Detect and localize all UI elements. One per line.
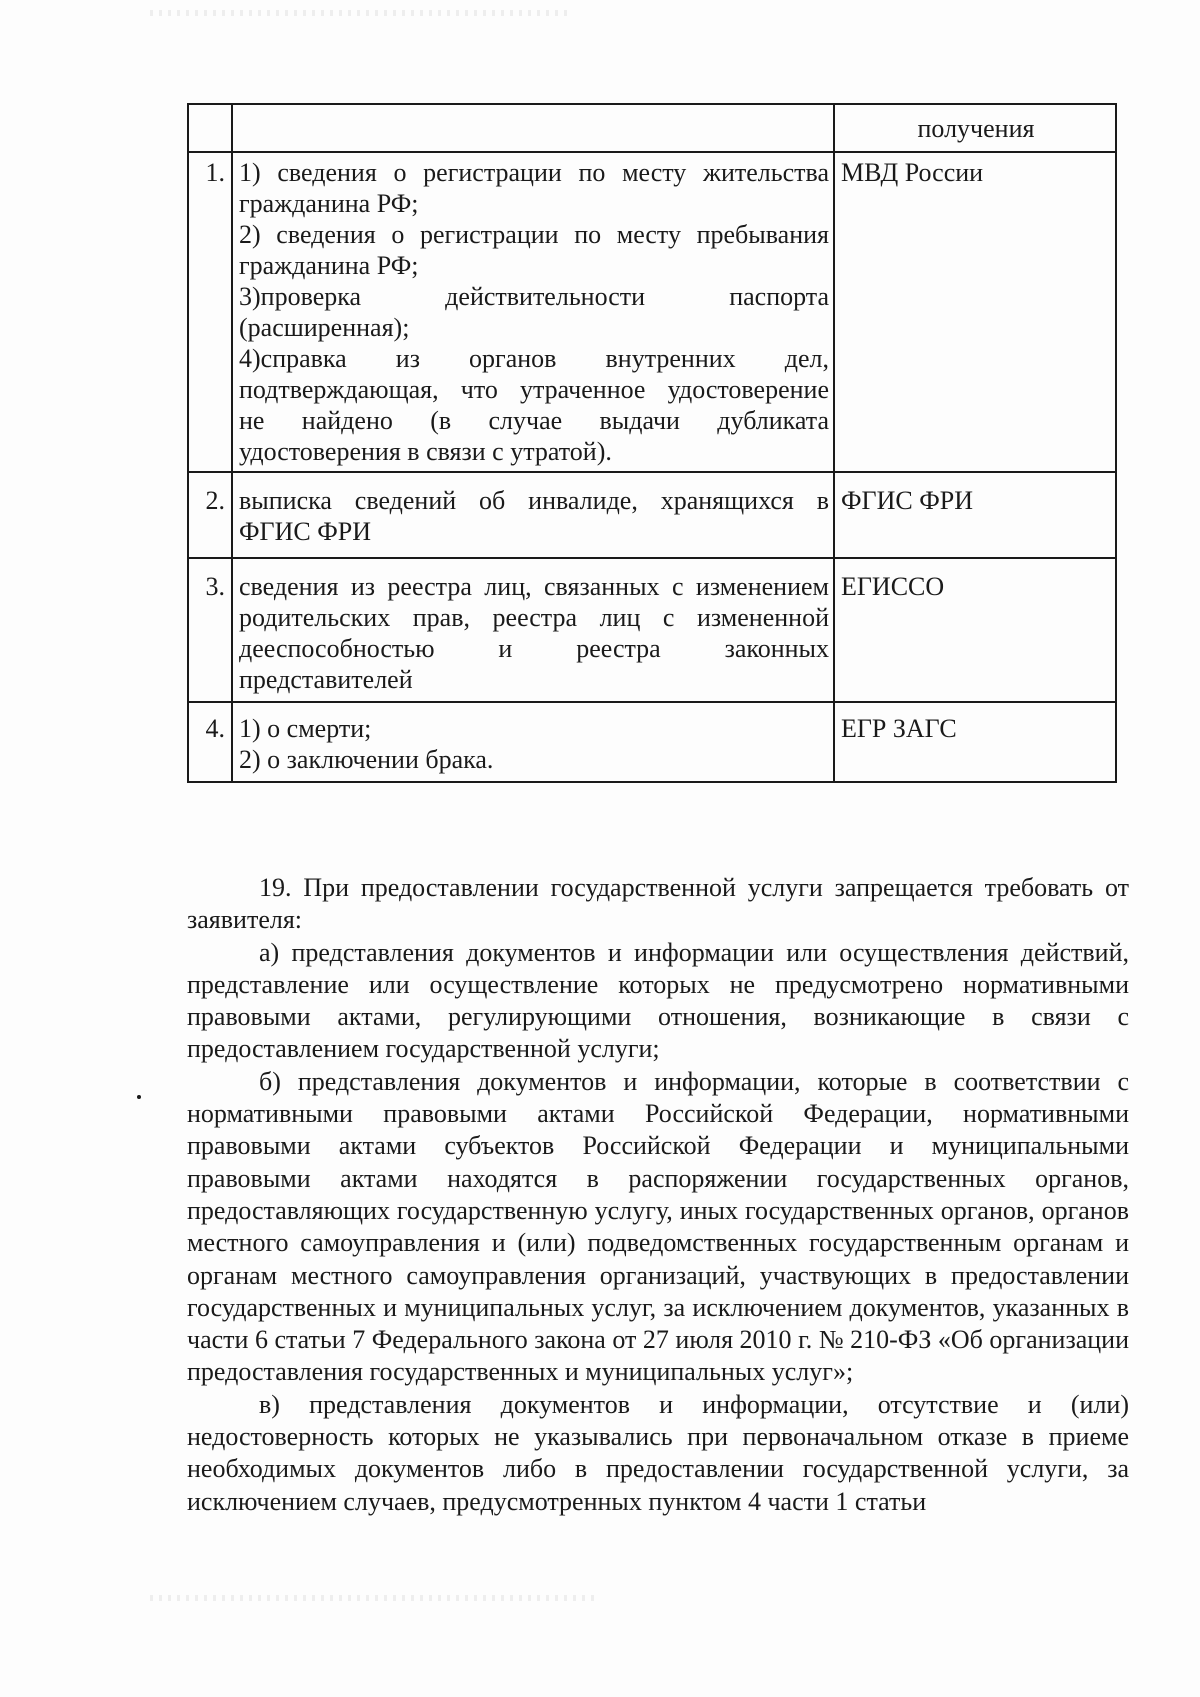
row-content: [232, 152, 834, 472]
content-line: 3)проверка действительности паспорта: [239, 282, 829, 311]
row-number: 4.: [188, 702, 232, 782]
content-line: дееспособностью и реестра законных: [239, 634, 829, 663]
header-source-label: получения: [917, 113, 1035, 143]
content-line: 4)справка из органов внутренних дел,: [239, 344, 829, 373]
content-line: гражданина РФ;: [239, 189, 419, 218]
content-line: удостоверения в связи с утратой).: [239, 437, 612, 466]
row-source: ЕГИССО: [834, 558, 1116, 702]
content-line: ФГИС ФРИ: [239, 517, 371, 546]
table-header-row: [188, 104, 1116, 152]
row-content: [232, 472, 834, 558]
row-number: 1.: [188, 152, 232, 472]
table-row: [188, 472, 1116, 558]
content-line: не найдено (в случае выдачи дубликата: [239, 406, 829, 435]
table-row: [188, 558, 1116, 702]
paragraph-b: б) представления документов и информации, которые в соответствии с нормативными правовыми актами Российской Федерации, нормативными правовыми актами субъектов Российской Федерации и муниципальными правовыми актами находятся в распоряжении государственных органов, предоставляющих государственную услугу, иных государственных органов, органов местного самоуправления и (или) подведомственных государственным органам и органам местного самоуправления организаций, участвующих в предоставлении государственных и муниципальных услуг, за исключением документов, указанных в части 6 статьи 7 Федерального закона от 27 июля 2010 г. № 210-ФЗ «Об организации предоставления государственных и муниципальных услуг»;: [187, 1066, 1129, 1387]
row-content: [232, 558, 834, 702]
content-line: сведения из реестра лиц, связанных с изменением: [239, 572, 829, 601]
content-line: 2) сведения о регистрации по месту пребывания: [239, 220, 829, 249]
row-number: 2.: [188, 472, 232, 558]
row-number: 3.: [188, 558, 232, 702]
paragraph-a: а) представления документов и информации или осуществления действий, представление или осуществление которых не предусмотрено нормативными правовыми актами, регулирующими отношения, возникающие в связи с предоставлением государственной услуги;: [187, 937, 1129, 1064]
content-line: выписка сведений об инвалиде, хранящихся в: [239, 486, 829, 515]
content-line: (расширенная);: [239, 313, 410, 342]
content-line: 1) о смерти;: [239, 714, 372, 743]
paragraph-v: в) представления документов и информации, отсутствие и (или) недостоверность которых не указывались при первоначальном отказе в приеме необходимых документов либо в предоставлении государственной услуги, за исключением случаев, предусмотренных пунктом 4 части 1 статьи: [187, 1389, 1129, 1516]
table-row: [188, 702, 1116, 782]
content-line: представителей: [239, 665, 413, 694]
paragraph-19: 19. При предоставлении государственной услуги запрещается требовать от заявителя:: [187, 873, 1129, 935]
row-content: [232, 702, 834, 782]
content-line: гражданина РФ;: [239, 251, 419, 280]
scan-noise-bottom: [150, 1595, 600, 1601]
content-line: подтверждающая, что утраченное удостоверение: [239, 375, 829, 404]
row-source: МВД России: [834, 152, 1116, 472]
header-content-cell: [232, 104, 834, 152]
row-source: ФГИС ФРИ: [834, 472, 1116, 558]
content-line: родительских прав, реестра лиц с измененной: [239, 603, 829, 632]
scan-noise-top: [150, 10, 570, 16]
header-source-cell: [834, 104, 1116, 152]
body-text: [187, 872, 1129, 1518]
content-line: 2) о заключении брака.: [239, 745, 494, 774]
content-line: 1) сведения о регистрации по месту жительства: [239, 158, 829, 187]
requests-table: [187, 103, 1117, 783]
row-source: ЕГР ЗАГС: [834, 702, 1116, 782]
table-row: [188, 152, 1116, 472]
header-num-cell: [188, 104, 232, 152]
stray-dot-mark: [137, 1095, 141, 1099]
